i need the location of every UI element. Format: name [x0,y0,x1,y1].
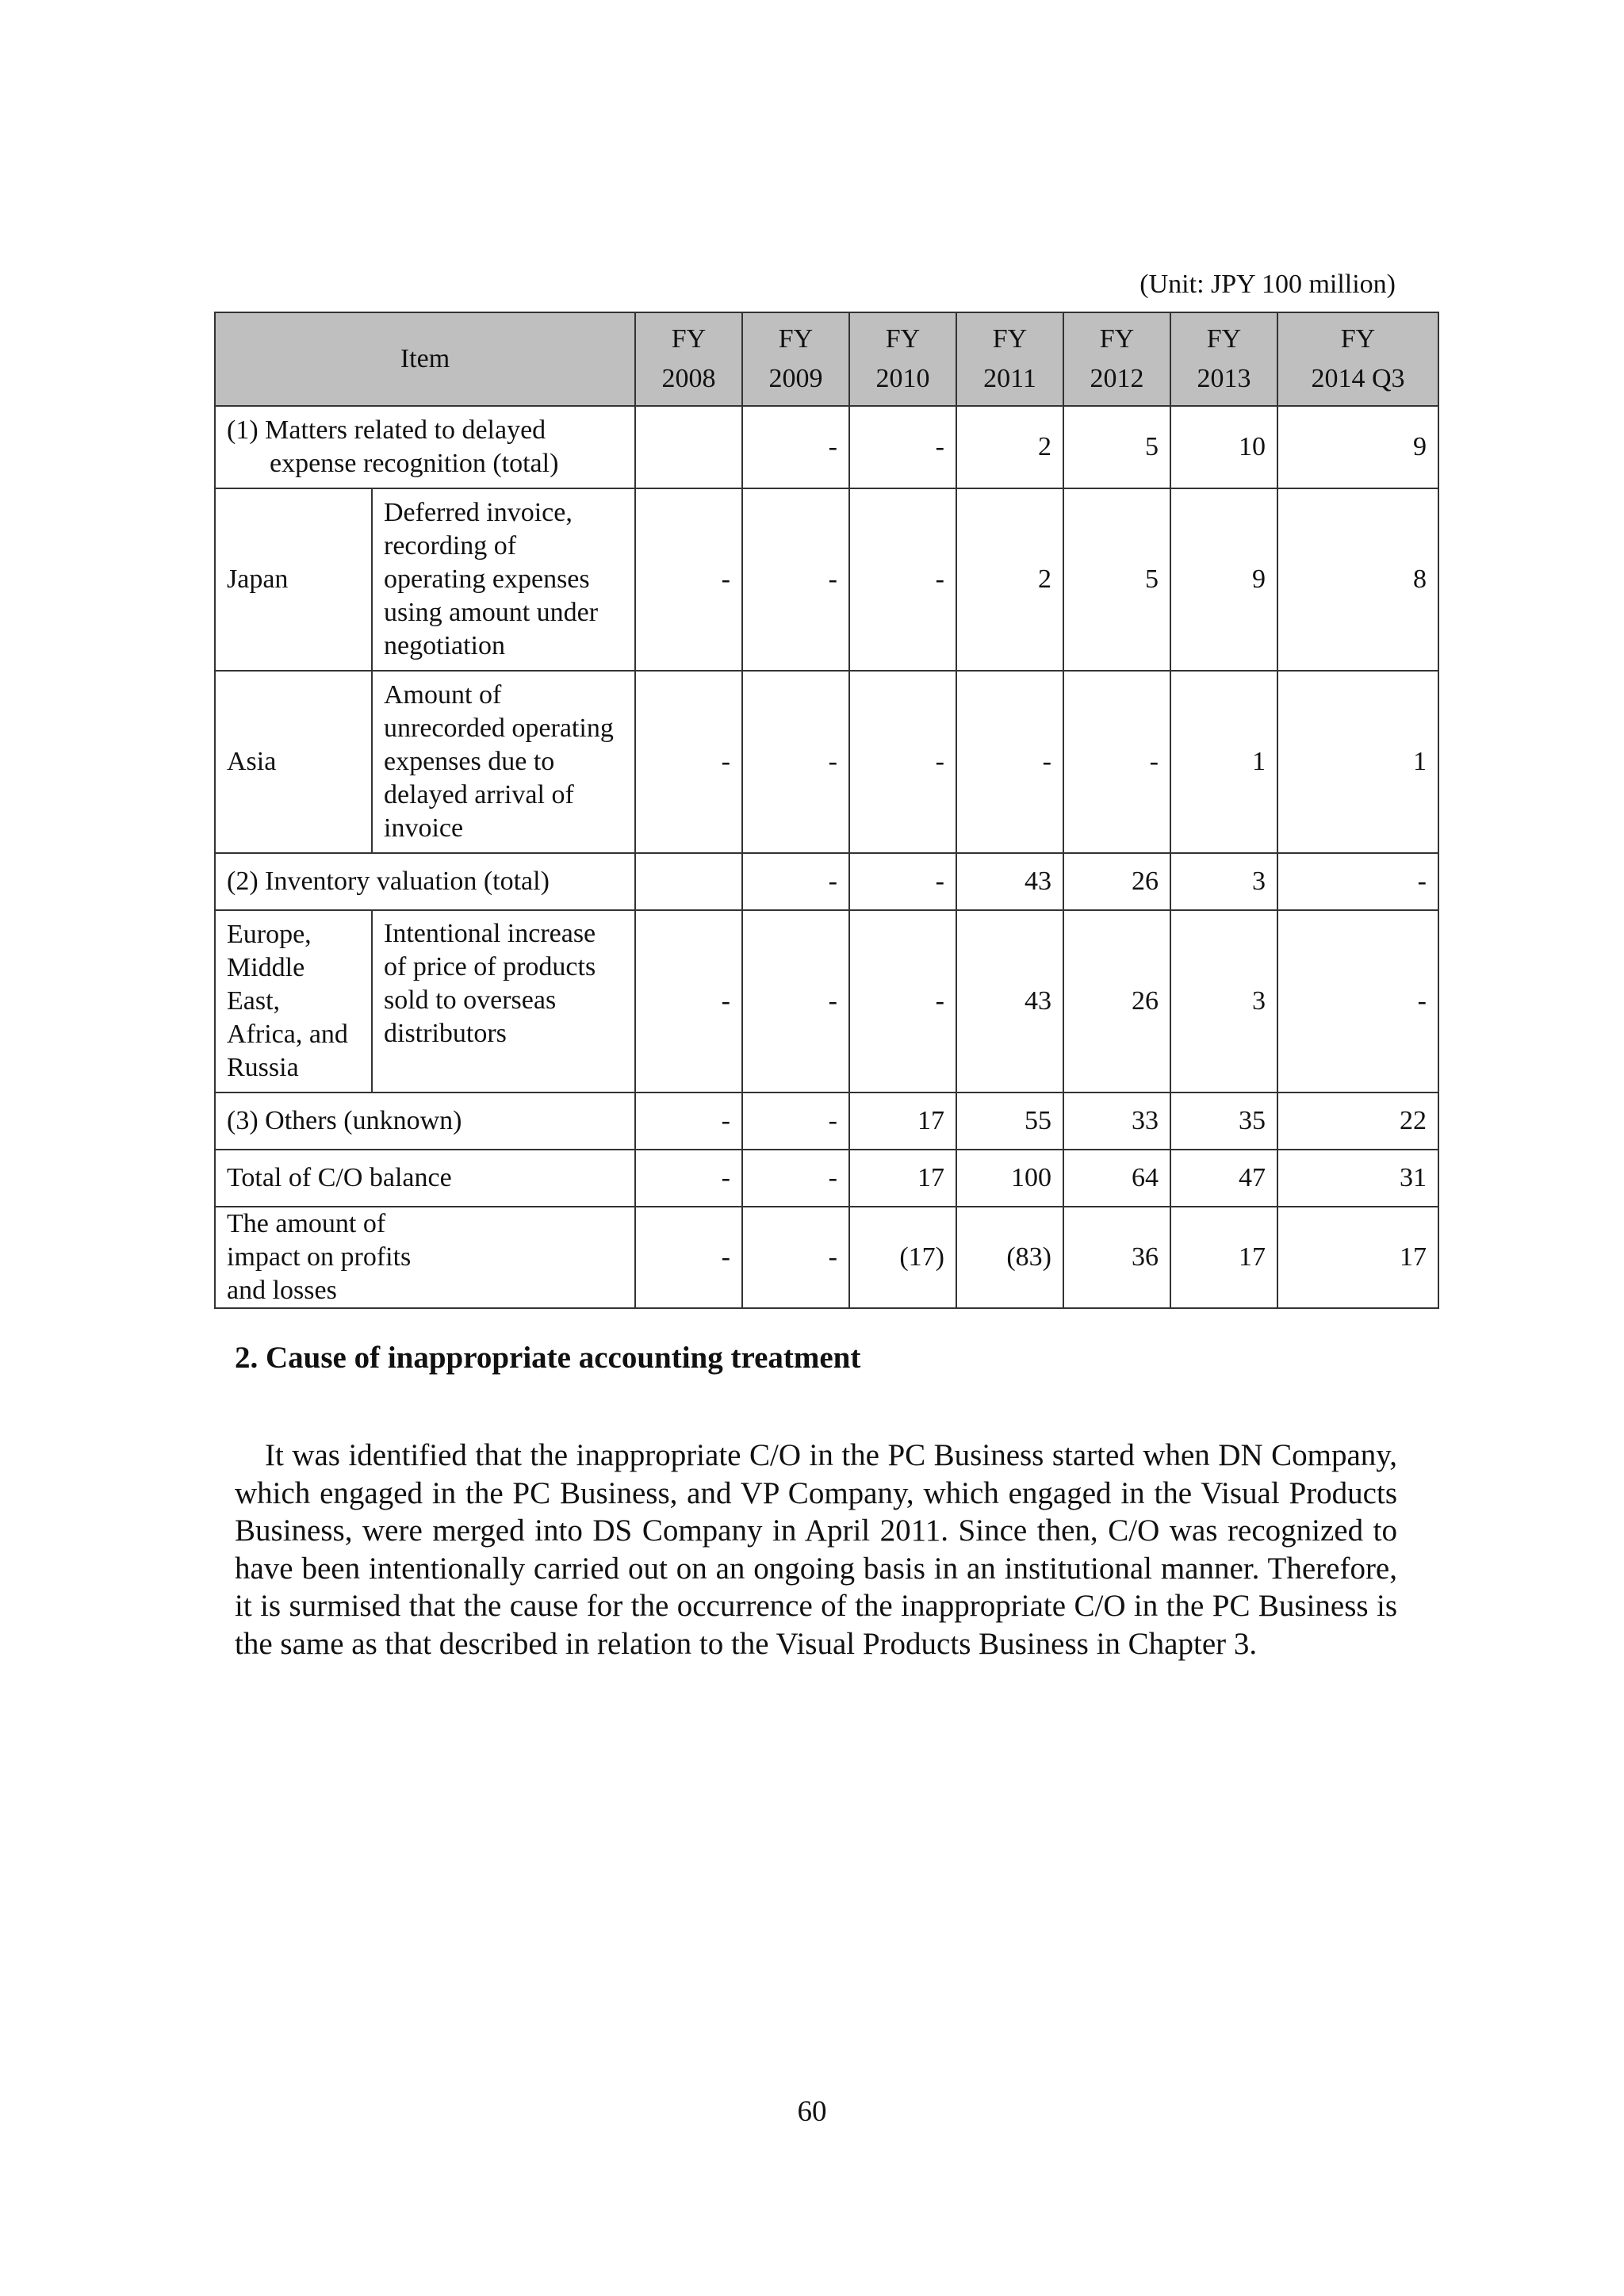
description: Intentional increase of price of products sold to overseas distributors [372,910,635,1093]
cell-value: - [742,406,849,488]
header-fy-2009: FY 2009 [742,312,849,406]
cell-value: 2 [956,406,1063,488]
co-balance-table [214,312,1439,1309]
cell-value: 43 [956,910,1063,1093]
table-row-impact [215,1207,1438,1308]
cell-value: 8 [1277,488,1438,671]
cell-value: 17 [1277,1207,1438,1308]
table-row-asia [215,671,1438,853]
cell-value: (17) [849,1207,956,1308]
cell-value: 26 [1063,910,1170,1093]
cell-value: 64 [1063,1150,1170,1207]
cell-value: - [742,1150,849,1207]
row-label: (2) Inventory valuation (total) [215,853,635,910]
cell-value: - [849,488,956,671]
cell-value: - [742,910,849,1093]
region-label: Japan [215,488,372,671]
header-item: Item [215,312,635,406]
cell-value: - [849,853,956,910]
header-fy-2011: FY 2011 [956,312,1063,406]
row-label: (1) Matters related to delayed expense recognition (total) [215,406,635,488]
cell-value: - [635,488,742,671]
cell-value: 3 [1170,910,1277,1093]
cell-value: - [635,1150,742,1207]
header-fy-2014q3: FY 2014 Q3 [1277,312,1438,406]
description: Deferred invoice, recording of operating expenses using amount under negotiation [372,488,635,671]
cell-value: 2 [956,488,1063,671]
row-label: The amount of impact on profits and losses [215,1207,635,1308]
section-heading: 2. Cause of inappropriate accounting treatment [235,1341,861,1375]
cell-value: 10 [1170,406,1277,488]
cell-value: 1 [1170,671,1277,853]
cell-value [635,853,742,910]
row-label: Total of C/O balance [215,1150,635,1207]
cell-value: 31 [1277,1150,1438,1207]
header-fy-2012: FY 2012 [1063,312,1170,406]
unit-note: (Unit: JPY 100 million) [1139,270,1396,299]
cell-value: 100 [956,1150,1063,1207]
cell-value: 1 [1277,671,1438,853]
region-label: Europe, Middle East, Africa, and Russia [215,910,372,1093]
cell-value: - [1063,671,1170,853]
cell-value [635,406,742,488]
cell-value: 26 [1063,853,1170,910]
cell-value: - [849,406,956,488]
cell-value: 33 [1063,1093,1170,1150]
cell-value: 3 [1170,853,1277,910]
cell-value: 17 [849,1093,956,1150]
cell-value: 9 [1170,488,1277,671]
cell-value: - [635,1093,742,1150]
header-fy-2008: FY 2008 [635,312,742,406]
cell-value: - [635,671,742,853]
cell-value: - [1277,910,1438,1093]
cell-value: - [635,1207,742,1308]
cell-value: 5 [1063,488,1170,671]
cell-value: 47 [1170,1150,1277,1207]
table-row-japan [215,488,1438,671]
cell-value: 43 [956,853,1063,910]
cell-value: - [742,1093,849,1150]
table-row-section3 [215,1093,1438,1150]
description: Amount of unrecorded operating expenses due to delayed arrival of invoice [372,671,635,853]
cell-value: 35 [1170,1093,1277,1150]
cell-value: - [1277,853,1438,910]
cell-value: 17 [1170,1207,1277,1308]
row-label: (3) Others (unknown) [215,1093,635,1150]
header-row [215,312,1438,406]
header-fy-2010: FY 2010 [849,312,956,406]
cell-value: 36 [1063,1207,1170,1308]
cell-value: - [742,1207,849,1308]
table-row-total [215,1150,1438,1207]
cell-value: 55 [956,1093,1063,1150]
cell-value: - [742,488,849,671]
body-paragraph: It was identified that the inappropriate C/O in the PC Business started when DN Company, which engaged in the PC Business, and VP Company, which engaged in the Visual Products Business, were merged into DS Company in April 2011. Since then, C/O was recognized to have been intentionally carried out on an ongoing basis in an institutional manner. Therefore, it is surmised that the cause for the occurrence of the inappropriate C/O in the PC Business is the same as that described in relation to the Visual Products Business in Chapter 3. [235,1438,1397,1661]
cell-value: - [956,671,1063,853]
cell-value: 9 [1277,406,1438,488]
cell-value: - [849,671,956,853]
header-fy-2013: FY 2013 [1170,312,1277,406]
cell-value: - [635,910,742,1093]
table-row-section2 [215,853,1438,910]
cell-value: (83) [956,1207,1063,1308]
cell-value: 22 [1277,1093,1438,1150]
cell-value: - [742,853,849,910]
region-label: Asia [215,671,372,853]
table-row-section1 [215,406,1438,488]
cell-value: - [849,910,956,1093]
page-number: 60 [797,2095,827,2128]
table-row-emea [215,910,1438,1093]
cell-value: 5 [1063,406,1170,488]
cell-value: 17 [849,1150,956,1207]
cell-value: - [742,671,849,853]
